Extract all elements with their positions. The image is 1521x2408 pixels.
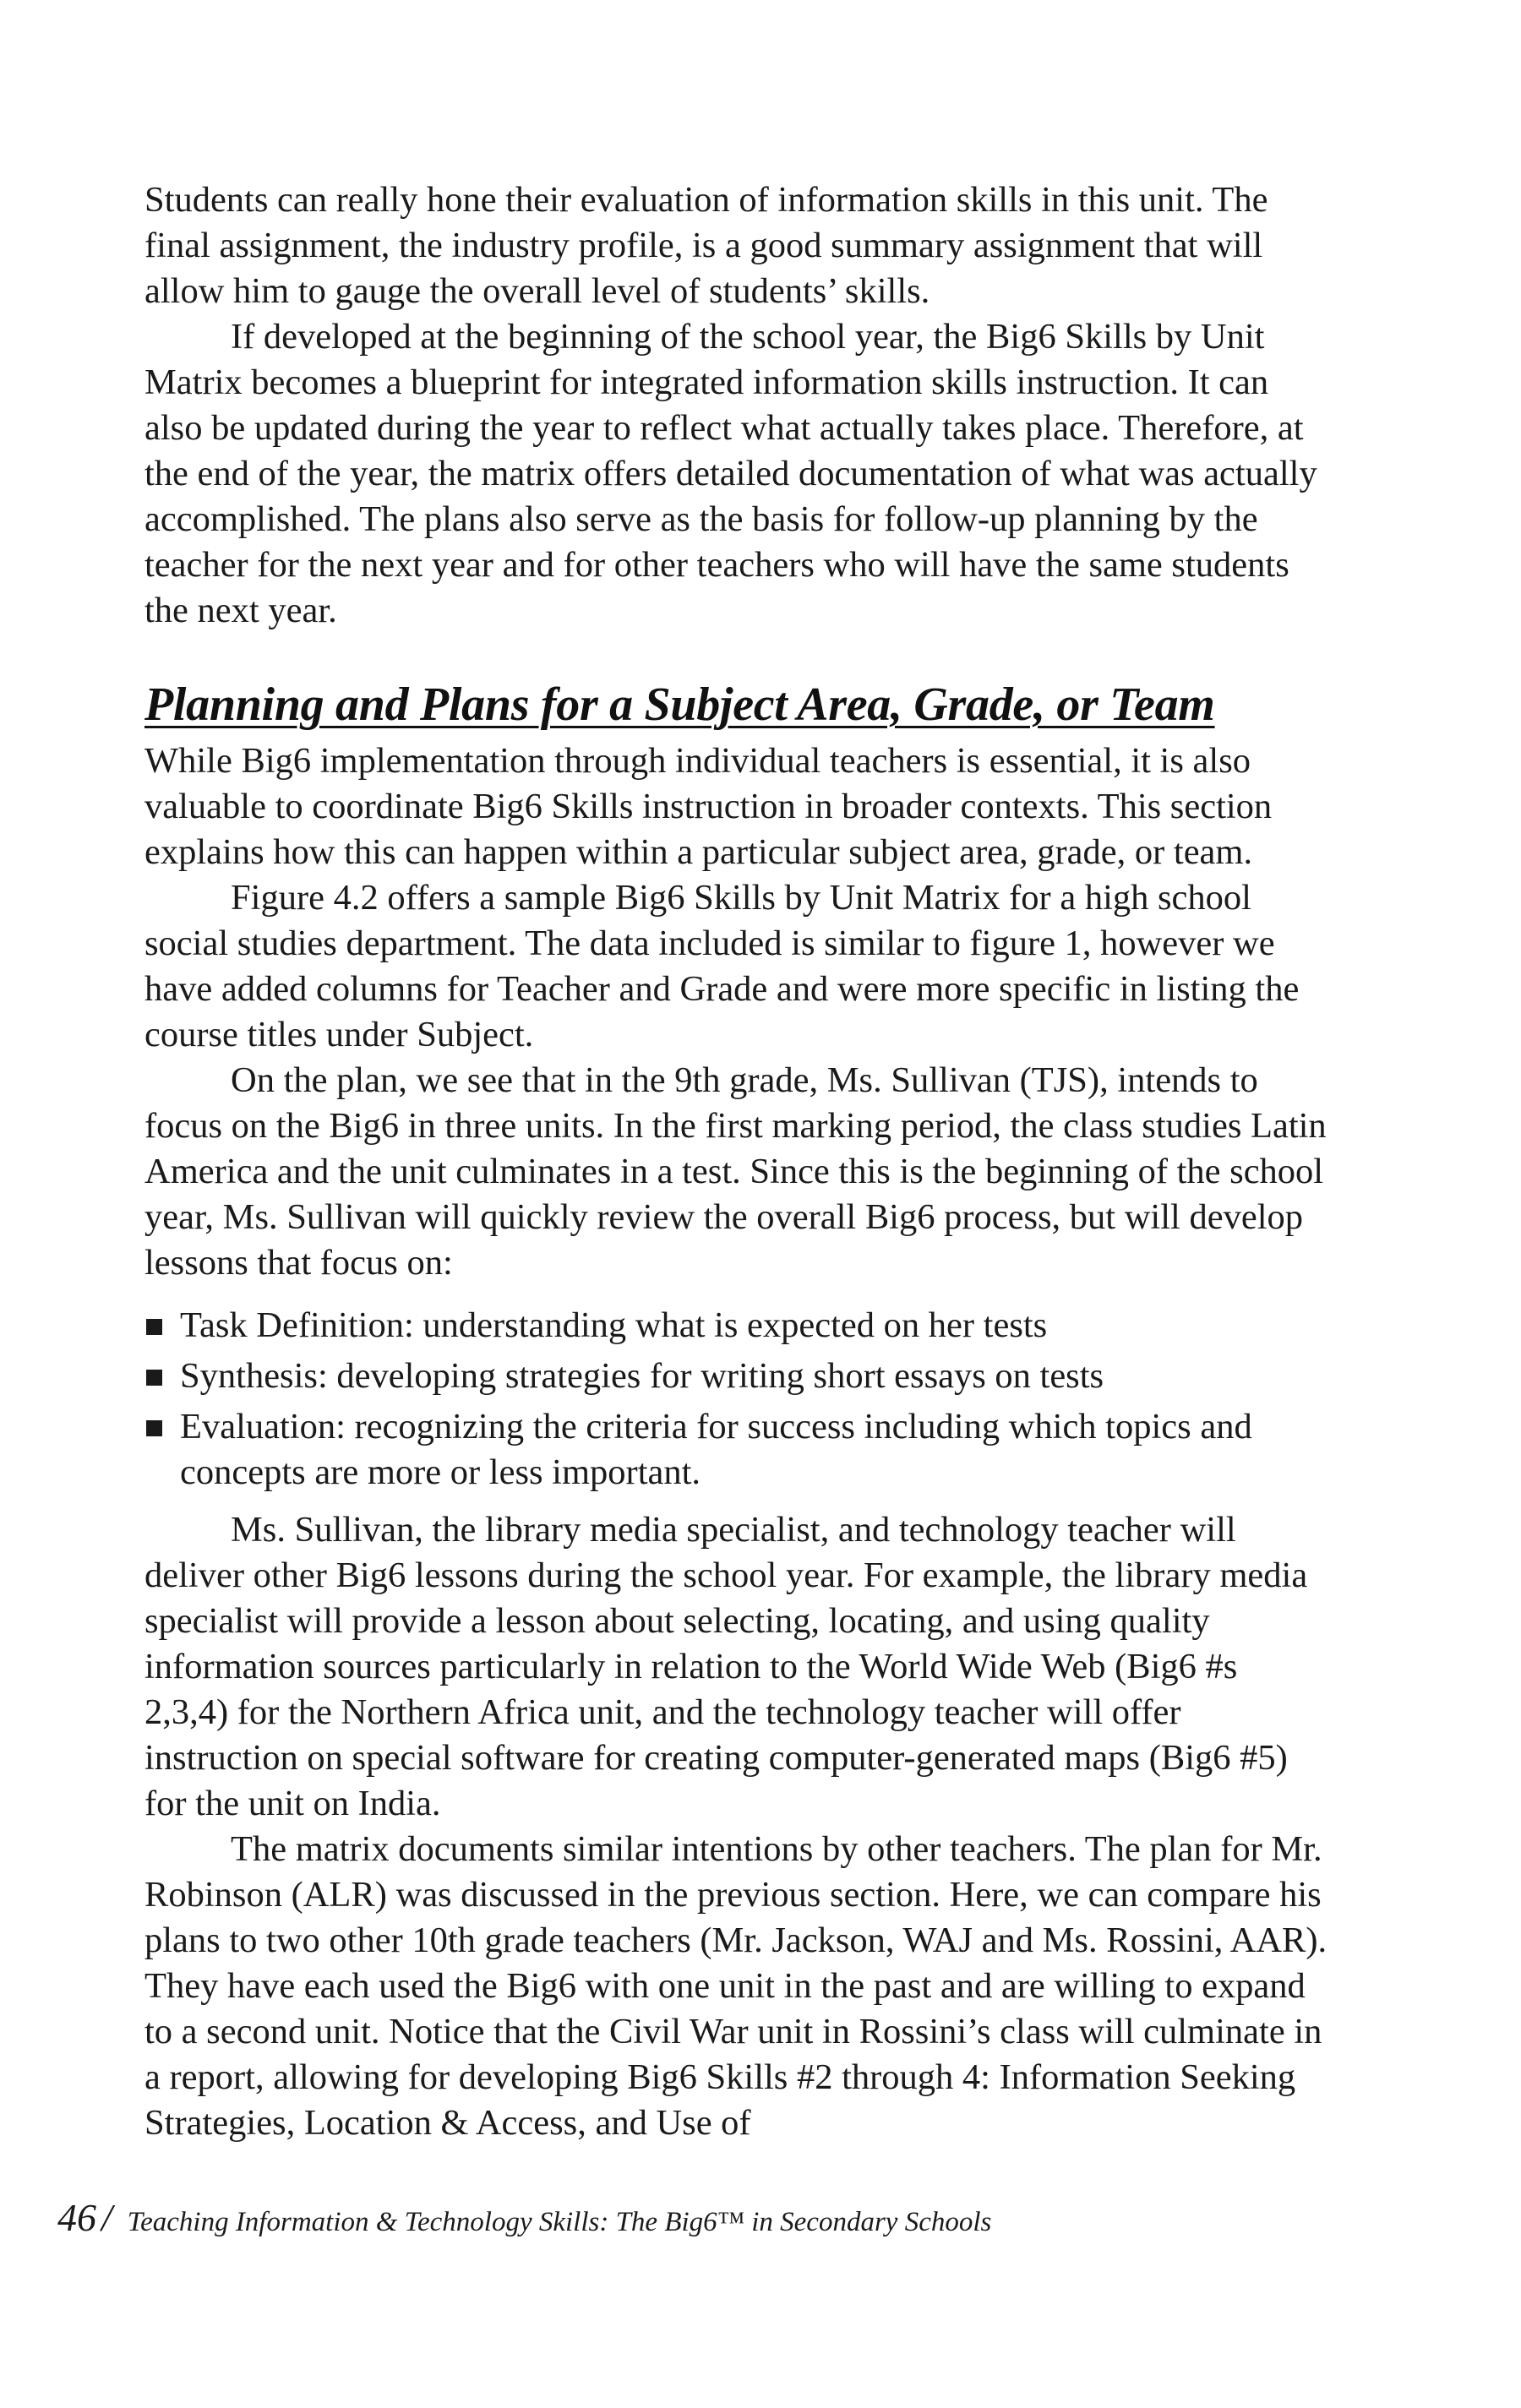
bullet-text: Synthesis: developing strategies for writing short essays on tests (180, 1356, 1104, 1396)
bullet-item (144, 1404, 1327, 1495)
bullet-text: Evaluation: recognizing the criteria for success including which topics and concepts are more or less important. (180, 1407, 1252, 1492)
bullet-item (144, 1303, 1327, 1348)
paragraph: While Big6 implementation through individual teachers is essential, it is also valuable to coordinate Big6 Skills instruction in broader contexts. This section explains how this can happen within a particular subject area, grade, or team. (144, 741, 1273, 872)
section-heading: Planning and Plans for a Subject Area, Grade, or Team (144, 678, 1215, 731)
paragraph: Ms. Sullivan, the library media specialist, and technology teacher will deliver other Big6 lessons during the school year. For example, the library media specialist will provide a lesson about selecting, locating, and using quality information sources particularly in relation to the World Wide Web (Big6 #s 2,3,4) for the Northern Africa unit, and the technology teacher will offer instruction on special software for creating computer-generated maps (Big6 #5) for the unit on India. (144, 1510, 1308, 1823)
footer-separator: / (101, 2196, 112, 2239)
bullet-item (144, 1354, 1327, 1399)
book-title: Teaching Information & Technology Skills: The Big6™ in Secondary Schools (127, 2207, 992, 2237)
page-footer (57, 2195, 1325, 2240)
bullet-list (144, 1303, 1327, 1495)
paragraph: Figure 4.2 offers a sample Big6 Skills by Unit Matrix for a high school social studies department. The data included is similar to figure 1, however we have added columns for Teacher and Grade and were more specific in listing the course titles under Subject. (144, 878, 1300, 1054)
page-body (144, 177, 1327, 2146)
paragraph: The matrix documents similar intentions by other teachers. The plan for Mr. Robinson (ALR) was discussed in the previous section. Here, we can compare his plans to two other 10th grade teachers (Mr. Jackson, WAJ and Ms. Rossini, AAR). They have each used the Big6 with one unit in the past and are willing to expand to a second unit. Notice that the Civil War unit in Rossini’s class will culminate in a report, allowing for developing Big6 Skills #2 through 4: Information Seeking Strategies, Location & Access, and Use of (144, 1829, 1327, 2143)
square-bullet-icon (146, 1370, 162, 1386)
bullet-text: Task Definition: understanding what is expected on her tests (180, 1305, 1048, 1345)
square-bullet-icon (146, 1420, 162, 1436)
page-number: 46 (57, 2196, 96, 2239)
paragraph: Students can really hone their evaluation of information skills in this unit. The final assignment, the industry profile, is a good summary assignment that will allow him to gauge the overall level of students’ skills. (144, 180, 1268, 311)
paragraph: On the plan, we see that in the 9th grade, Ms. Sullivan (TJS), intends to focus on the Big6 in three units. In the first marking period, the class studies Latin America and the unit culminates in a test. Since this is the beginning of the school year, Ms. Sullivan will quickly review the overall Big6 process, but will develop lessons that focus on: (144, 1060, 1327, 1283)
square-bullet-icon (146, 1319, 162, 1335)
paragraph: If developed at the beginning of the school year, the Big6 Skills by Unit Matrix becomes a blueprint for integrated information skills instruction. It can also be updated during the year to reflect what actually takes place. Therefore, at the end of the year, the matrix offers detailed documentation of what was actually accomplished. The plans also serve as the basis for follow-up planning by the teacher for the next year and for other teachers who will have the same students the next year. (144, 317, 1317, 630)
